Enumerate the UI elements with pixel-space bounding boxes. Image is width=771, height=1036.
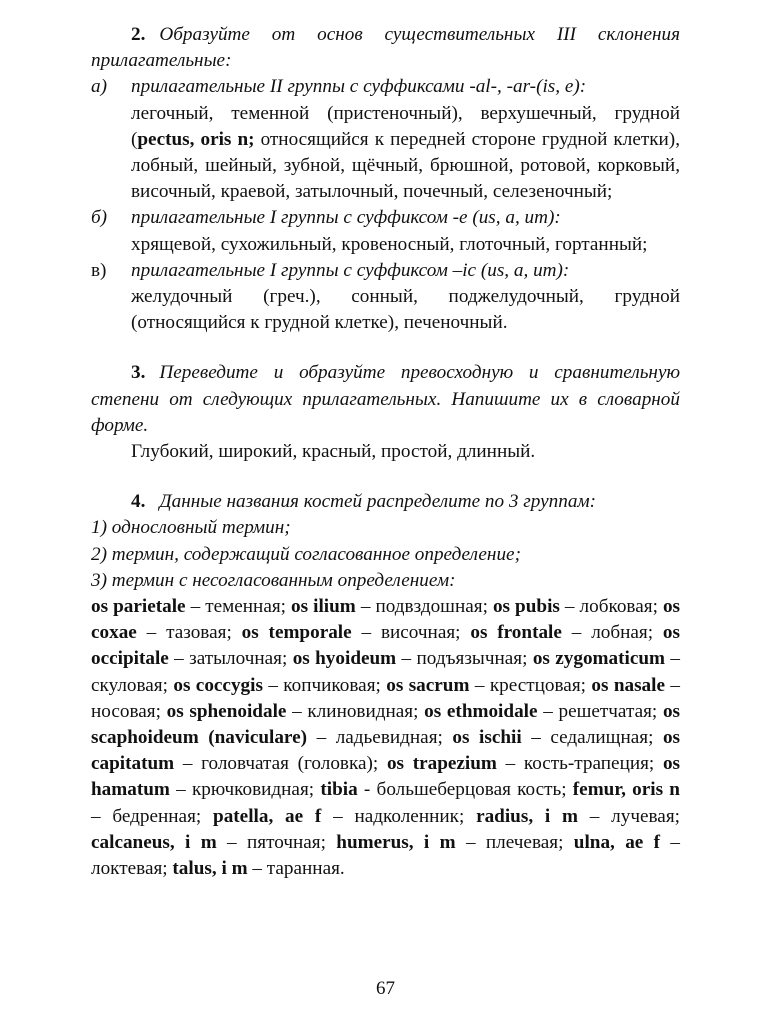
item-a-body-end: относящийся к передней стороне грудной клетки), лобный, шейный, зубной, щёчный, брюшной, ротовой, корковый, височный, краевой, затылочный, почечный, селезеночный; [131, 128, 680, 203]
group-1-label: 1) однословный термин; [91, 517, 291, 539]
bone-term-translation: – головчатая (головка); [174, 753, 387, 775]
bone-term-translation: – пяточная; [216, 831, 337, 853]
bone-term-translation: – лучевая; [578, 805, 680, 827]
bone-term-translation: – ладьевидная; [307, 727, 453, 749]
bone-term-translation: – теменная; [185, 596, 292, 618]
group-2-label: 2) термин, содержащий согласованное определение; [91, 543, 521, 565]
exercise-2-title [91, 22, 680, 74]
exercise-2-item-c [91, 258, 680, 337]
group-3-label: 3) термин с несогласованным определением: [91, 569, 456, 591]
bone-term-latin: os hamatum [91, 753, 681, 801]
bone-term-latin: os ethmoidale [424, 700, 538, 722]
bone-term-latin: os scaphoideum (naviculare) [91, 700, 680, 749]
bone-term-latin: os parietale [91, 596, 186, 618]
bone-term-translation: – плечевая; [455, 831, 574, 853]
bone-term-translation: – седалищная; [521, 727, 663, 749]
bone-term-translation: – локтевая; [91, 831, 681, 880]
section-spacer [91, 336, 680, 360]
bone-term-latin: os ischii [452, 727, 522, 749]
bone-term-latin: os pubis [492, 596, 560, 618]
bone-term-latin: os hyoideum [292, 648, 397, 670]
item-c-marker: в) [91, 259, 107, 281]
bone-term-translation: – крестцовая; [469, 674, 592, 696]
bone-term-latin: os trapezium [386, 753, 497, 775]
exercise-4-number: 4. [131, 491, 146, 513]
item-a-marker: а) [91, 76, 107, 98]
bone-term-latin: tibia [320, 779, 358, 801]
bone-terms-paragraph [91, 594, 680, 882]
bone-term-latin: os sacrum [386, 674, 470, 696]
bone-term-latin: os capitatum [91, 727, 681, 775]
bone-term-latin: humerus, i m [336, 831, 456, 853]
bone-term-latin: os zygomaticum [532, 648, 666, 670]
bone-term-translation: – лобная; [561, 622, 663, 644]
item-b-marker: б) [91, 207, 108, 229]
bone-term-latin: calcaneus, i m [91, 831, 217, 853]
exercise-4-instruction: Данные названия костей распределите по 3 группам: [159, 491, 597, 513]
item-a-heading: прилагательные II группы с суффиксами -al-, -ar-(is, e): [131, 76, 587, 98]
bone-term-translation: – лобковая; [559, 596, 663, 618]
bone-term-translation: – клиновидная; [286, 700, 425, 722]
exercise-2-instruction: Образуйте от основ существительных III склонения прилагательные: [91, 24, 680, 72]
exercise-3-instruction: Переведите и образуйте превосходную и сравнительную степени от следующих прилагательных. Напишите их в словарной форме. [91, 362, 680, 436]
bone-term-latin: os ilium [291, 596, 356, 618]
exercise-4-title [91, 489, 680, 515]
bone-term-latin: os coccygis [173, 674, 263, 696]
item-a-latin-term: pectus, oris n; [137, 128, 255, 150]
exercise-2-item-b [91, 205, 680, 257]
bone-term-translation: – таранная. [247, 858, 345, 880]
exercise-2-item-a [91, 74, 680, 205]
bone-term-translation: – носовая; [91, 674, 680, 722]
bone-term-translation: - большеберцовая кость; [357, 779, 573, 801]
bone-term-translation: – кость-трапеция; [496, 753, 663, 775]
bone-term-translation: – крючковидная; [169, 779, 321, 801]
bone-term-latin: os occipitale [91, 622, 680, 670]
page-content [91, 22, 680, 882]
bone-term-translation: – тазовая; [136, 622, 242, 644]
bone-term-translation: – подвздошная; [355, 596, 493, 618]
exercise-3-word-list: Глубокий, широкий, красный, простой, длинный. [131, 441, 536, 463]
bone-term-latin: os nasale [591, 674, 665, 696]
bone-term-translation: – подъязычная; [396, 648, 533, 670]
item-b-heading: прилагательные I группы с суффиксом -e (us, a, um): [131, 207, 561, 229]
item-c-body: желудочный (греч.), сонный, поджелудочный, грудной (относящийся к грудной клетке), печеночный. [131, 286, 680, 334]
bone-term-latin: ulna, ae f [573, 831, 661, 853]
bone-term-latin: patella, ae f [213, 805, 322, 827]
bone-term-latin: femur, oris n [572, 779, 680, 801]
bone-term-translation: – решетчатая; [537, 700, 663, 722]
bone-term-latin: radius, i m [476, 805, 578, 827]
exercise-3-number: 3. [131, 362, 146, 384]
bone-term-translation: – бедренная; [91, 805, 214, 827]
bone-term-translation: – копчиковая; [262, 674, 387, 696]
page-number: 67 [376, 978, 395, 999]
bone-term-translation: – затылочная; [168, 648, 293, 670]
exercise-3-title [91, 360, 680, 439]
item-b-body: хрящевой, сухожильный, кровеносный, глоточный, гортанный; [131, 233, 648, 255]
bone-term-latin: os temporale [241, 622, 352, 644]
bone-term-translation: – височная; [351, 622, 471, 644]
item-c-heading: прилагательные I группы с суффиксом –ic (us, a, um): [131, 259, 570, 281]
item-a-body-start: легочный, теменной (пристеночный), верхушечный, грудной ( [131, 102, 680, 150]
bone-term-translation: – скуловая; [91, 648, 681, 696]
bone-term-translation: – надколенник; [321, 805, 477, 827]
bone-term-latin: os sphenoidale [166, 700, 287, 722]
bone-term-latin: os coxae [91, 596, 680, 644]
section-spacer [91, 465, 680, 489]
bone-term-latin: os frontale [470, 622, 562, 644]
bone-term-latin: talus, i m [172, 858, 248, 880]
exercise-2-number: 2. [131, 24, 146, 45]
